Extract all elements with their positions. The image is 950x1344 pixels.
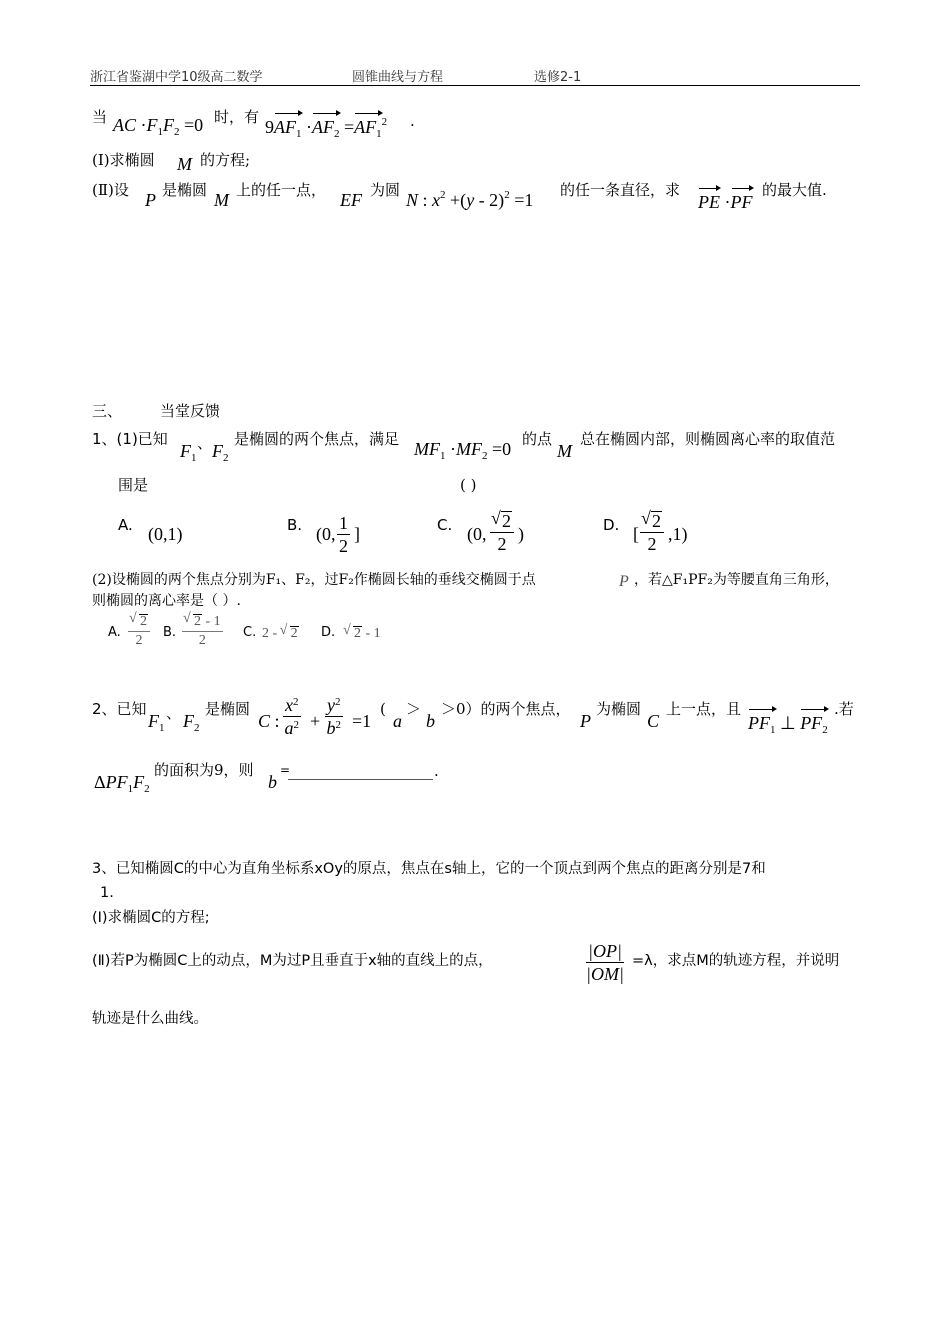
formula-PE-PF: PE ·PF — [698, 192, 753, 212]
formula-ac-f1f2: AC $\cdot F_1F_2 =0$ — [113, 115, 204, 138]
p1-option-c-frac: √ $\frac{2}{2}$ — [490, 511, 514, 553]
p2-frac-x: $\frac{x^2}{a^2}$ — [284, 695, 299, 738]
p1-answer-paren: ( ) — [460, 476, 477, 494]
q2-diameter: 的任一条直径，求 — [560, 181, 681, 199]
symbol-M-3: M — [557, 441, 572, 461]
q2-prefix: (Ⅱ)设 — [92, 181, 129, 199]
p1-option-c-close: ) — [518, 524, 524, 544]
when-have-text: 时，有 — [214, 108, 260, 126]
p1b-option-a-value: √ $\frac{2}{2}$ — [128, 614, 150, 648]
p1b-option-c-value: 2 - √ 2 — [262, 626, 299, 641]
symbol-M-2: M — [214, 190, 229, 210]
q1-end-text: 的方程; — [200, 151, 251, 169]
symbol-F1-2: $F_1$ — [148, 711, 165, 734]
p2-cond-open: ( — [380, 700, 386, 718]
p1-mid: 是椭圆的两个焦点，满足 — [234, 430, 400, 448]
p3-ratio-op-om: $\frac{|OP|}{|OM|}$ — [586, 941, 624, 984]
symbol-F2-2: $F_2$ — [183, 711, 200, 734]
symbol-P: P — [145, 190, 156, 210]
p1-option-b-close: ] — [354, 524, 360, 544]
p1b-option-b-value: √ $\frac{2 - 1}{2}$ — [182, 614, 223, 648]
symbol-C: C : — [258, 711, 280, 731]
q2-is-ellipse: 是椭圆 — [162, 181, 208, 199]
p2-is-ellipse: 是椭圆 — [205, 700, 251, 718]
p2-answer-blank[interactable] — [288, 765, 433, 781]
p1-option-b-label: B. — [287, 516, 303, 534]
p2-if: .若 — [834, 700, 854, 718]
header-module: 选修2-1 — [534, 70, 582, 85]
q2-is-circle: 为圆 — [370, 181, 401, 199]
header-school: 浙江省鉴湖中学10级高二数学 — [90, 70, 263, 85]
p1-prefix: 1、(1)已知 — [92, 430, 168, 448]
section3-title: 当堂反馈 — [160, 402, 221, 420]
symbol-P-2: P — [619, 573, 629, 590]
p1b-option-d-value: √ 2 - 1 — [344, 626, 381, 641]
symbol-F2: $F_2$ — [212, 441, 229, 464]
p1-option-a-value: (0,1) — [148, 524, 183, 544]
header-rule — [90, 85, 860, 86]
p2-cond-gt: ＞ — [406, 700, 422, 718]
p1-line2: 围是 — [118, 476, 149, 494]
symbol-F1: $F_1$ — [180, 441, 197, 464]
p1-option-d-frac: √ $\frac{2}{2}$ — [640, 511, 664, 553]
p2-area-text: 的面积为9，则 — [154, 761, 254, 779]
p1-option-b-open: (0, — [316, 524, 336, 544]
p2-eq: = — [280, 763, 291, 777]
p1-point: 的点 — [522, 430, 553, 448]
p2-prefix: 2、已知 — [92, 700, 147, 718]
q2-any-point: 上的任一点， — [236, 181, 327, 199]
formula-vectors: $9AF_1 \cdot AF_2 =AF_1^2$ — [265, 116, 388, 140]
p1-option-d-label: D. — [603, 516, 620, 534]
p1b-option-d-label: D. — [321, 625, 336, 640]
p1-option-a-label: A. — [118, 516, 133, 534]
p1-option-d-open: [ — [633, 524, 639, 544]
p2-eq-one: =1 — [352, 711, 372, 731]
symbol-b: b — [426, 711, 435, 731]
p3-line2: 1. — [100, 885, 114, 901]
p1b-option-a-label: A. — [108, 625, 121, 640]
p1-option-d-close: ,1) — [668, 524, 688, 544]
p1-option-c-open: (0, — [467, 524, 487, 544]
p2-cond-close: ＞0）的两个焦点， — [441, 700, 571, 718]
p1b-line1-end: ，若△F₁PF₂为等腰直角三角形， — [634, 572, 839, 588]
q2-end: 的最大值. — [762, 181, 827, 199]
p1-sep: 、 — [197, 434, 213, 452]
p3-q1: (Ⅰ)求椭圆C的方程; — [92, 910, 210, 926]
q1-text: (Ⅰ)求椭圆 — [92, 151, 155, 169]
formula-triangle-PF1F2: $\Delta PF_1F_2$ — [94, 772, 150, 795]
symbol-a: a — [393, 711, 402, 731]
symbol-M: M — [177, 154, 192, 174]
symbol-b-2: b — [268, 772, 277, 792]
p2-end: . — [434, 762, 439, 780]
symbol-C-2: C — [647, 711, 660, 731]
formula-circle-N: N : $x^2 +(y - 2)^2 =1$ — [406, 189, 534, 210]
p1-option-b-frac: $\frac{1}{2}$ — [339, 513, 348, 556]
formula-PF1-perp-PF2: $PF_1$ ⊥ $PF_2$ — [748, 713, 828, 736]
p3-q2-c: 轨迹是什么曲线。 — [92, 1011, 208, 1027]
p1b-option-c-label: C. — [243, 625, 257, 640]
p1b-option-b-label: B. — [163, 625, 177, 640]
when-text: 当 — [92, 108, 108, 126]
line1-period: . — [410, 112, 415, 130]
p2-plus: + — [310, 711, 321, 731]
symbol-P-3: P — [580, 711, 591, 731]
p2-is-point-on: 为椭圆 — [596, 700, 642, 718]
p3-q2-b: =λ，求点M的轨迹方程，并说明 — [632, 953, 840, 969]
p1-end: 总在椭圆内部，则椭圆离心率的取值范 — [580, 430, 836, 448]
p1b-line2: 则椭圆的离心率是（ ）. — [92, 593, 241, 609]
symbol-EF: EF — [340, 190, 362, 210]
p2-one-point: 上一点，且 — [666, 700, 742, 718]
p1-option-c-label: C. — [437, 516, 453, 534]
formula-MF1-MF2: $MF_1 \cdot MF_2 =0$ — [414, 439, 512, 462]
p2-sep: 、 — [166, 704, 182, 722]
header-topic: 圆锥曲线与方程 — [352, 70, 444, 85]
section3-numeral: 三、 — [92, 402, 123, 420]
p3-q2-a: (Ⅱ)若P为椭圆C上的动点，M为过P且垂直于x轴的直线上的点， — [92, 953, 493, 969]
p3-line1: 3、已知椭圆C的中心为直角坐标系xOy的原点，焦点在s轴上，它的一个顶点到两个焦点的距离分别是7和 — [92, 861, 766, 877]
p1b-line1: (2)设椭圆的两个焦点分别为F₁、F₂，过F₂作椭圆长轴的垂线交椭圆于点 — [92, 572, 536, 588]
p2-frac-y: $\frac{y^2}{b^2}$ — [326, 695, 341, 738]
